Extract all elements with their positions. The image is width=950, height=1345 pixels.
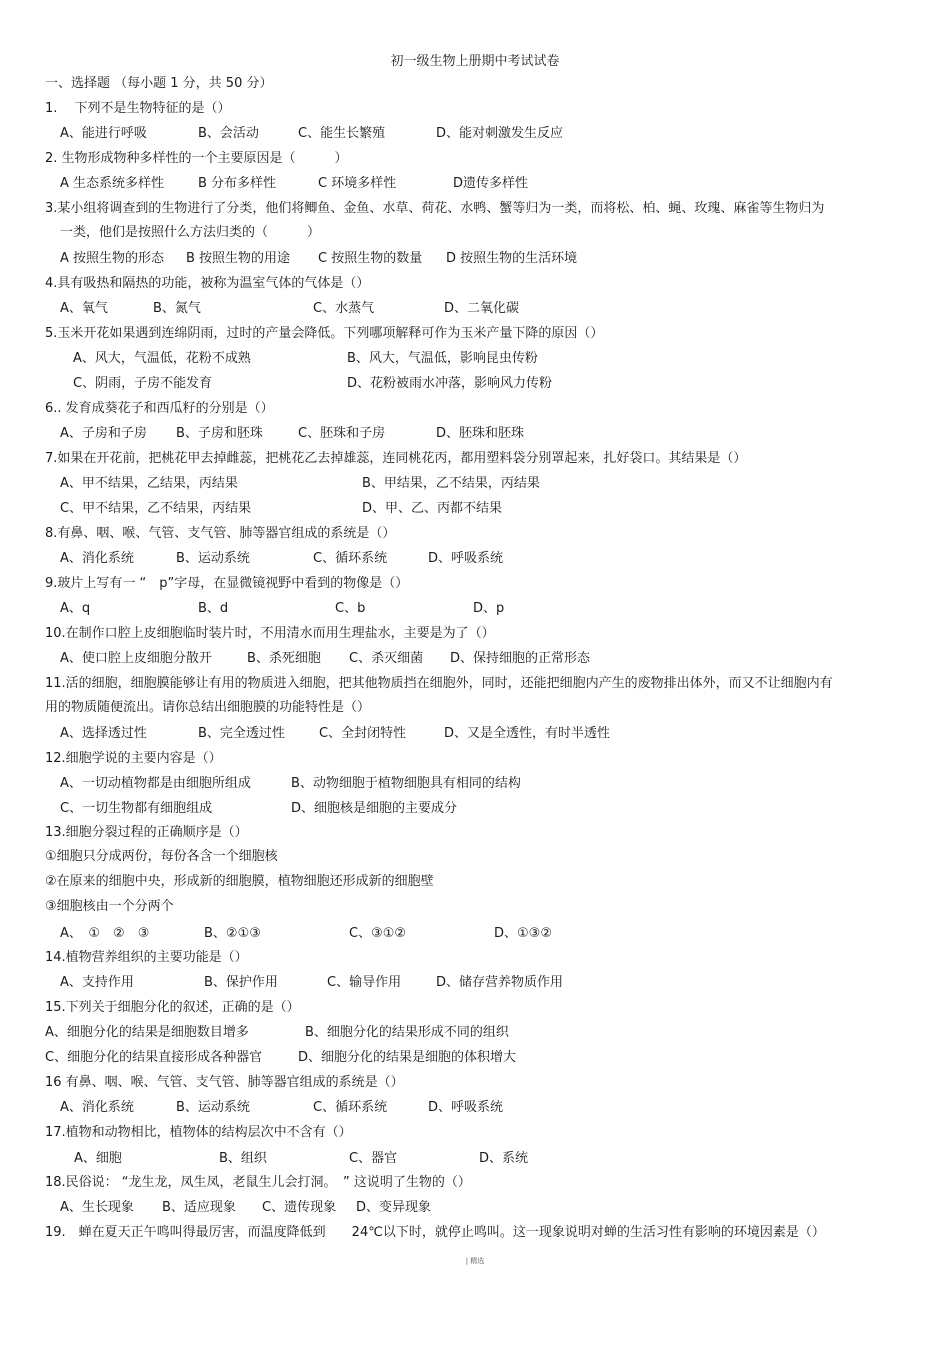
question-15-option-d: D、细胞分化的结果是细胞的体积增大 <box>298 1050 517 1065</box>
question-14-option-c: C、输导作用 <box>327 975 402 990</box>
question-4-option-a: A、氧气 <box>60 301 108 316</box>
question-17-option-d: D、系统 <box>479 1151 529 1166</box>
question-6-stem: 6.. 发育成葵花子和西瓜籽的分别是（） <box>45 401 274 416</box>
question-14-stem: 14.植物营养组织的主要功能是（） <box>45 950 248 965</box>
question-2-option-d: D遗传多样性 <box>453 176 529 191</box>
page-title: 初一级生物上册期中考试试卷 <box>390 54 560 69</box>
question-11-option-d: D、又是全透性，有时半透性 <box>444 726 611 741</box>
question-3-option-c: C 按照生物的数量 <box>318 251 423 266</box>
question-11-option-b: B、完全透过性 <box>198 726 285 741</box>
question-9-option-c: C、b <box>335 601 366 616</box>
question-12-stem: 12.细胞学说的主要内容是（） <box>45 751 222 766</box>
question-5-stem: 5.玉米开花如果遇到连绵阴雨，过时的产量会降低。下列哪项解释可作为玉米产量下降的原因（） <box>45 326 604 341</box>
question-8-option-c: C、循环系统 <box>313 551 388 566</box>
question-16-option-b: B、运动系统 <box>176 1100 250 1115</box>
question-3-option-b: B 按照生物的用途 <box>186 251 291 266</box>
question-2-option-a: A 生态系统多样性 <box>60 176 165 191</box>
question-17-option-b: B、组织 <box>219 1151 267 1166</box>
question-15-option-a: A、细胞分化的结果是细胞数目增多 <box>45 1025 249 1040</box>
question-3-stem: 3.某小组将调查到的生物进行了分类，他们将鲫鱼、金鱼、水草、荷花、水鸭、蟹等归为一类，而将松、柏、蝇、玫瑰、麻雀等生物归为 <box>45 201 825 216</box>
question-13-option-a: A、 ① ② ③ <box>60 926 150 941</box>
question-15-option-c: C、细胞分化的结果直接形成各种器官 <box>45 1050 263 1065</box>
question-2-option-c: C 环境多样性 <box>318 176 397 191</box>
question-13-step-2: ②在原来的细胞中央，形成新的细胞膜，植物细胞还形成新的细胞壁 <box>45 874 434 889</box>
question-3-stem-cont: 一类，他们是按照什么方法归类的（ ） <box>60 225 321 240</box>
question-18-option-a: A、生长现象 <box>60 1200 134 1215</box>
question-12-option-d: D、细胞核是细胞的主要成分 <box>291 801 458 816</box>
question-10-stem: 10.在制作口腔上皮细胞临时装片时，不用清水而用生理盐水，主要是为了（） <box>45 626 495 641</box>
question-3-option-a: A 按照生物的形态 <box>60 251 165 266</box>
question-14-option-b: B、保护作用 <box>204 975 278 990</box>
question-8-option-a: A、消化系统 <box>60 551 134 566</box>
question-1-option-d: D、能对刺激发生反应 <box>436 126 564 141</box>
question-14-option-d: D、储存营养物质作用 <box>436 975 564 990</box>
question-11-option-c: C、全封闭特性 <box>319 726 407 741</box>
question-4-stem: 4.具有吸热和隔热的功能，被称为温室气体的气体是（） <box>45 276 370 291</box>
question-9-option-b: B、d <box>198 601 229 616</box>
question-10-option-b: B、杀死细胞 <box>247 651 321 666</box>
question-19-stem: 19. 蝉在夏天正午鸣叫得最厉害，而温度降低到 24℃以下时，就停止鸣叫。这一现象说明对蝉的生活习性有影响的环境因素是（） <box>45 1225 825 1240</box>
question-9-stem: 9.玻片上写有一 “ p”字母，在显微镜视野中看到的物像是（） <box>45 576 409 591</box>
question-13-stem: 13.细胞分裂过程的正确顺序是（） <box>45 825 248 840</box>
question-9-option-d: D、p <box>473 601 505 616</box>
question-1-stem: 1. 下列不是生物特征的是（） <box>45 101 231 116</box>
page-footer: | 精选 <box>465 1257 485 1265</box>
question-9-option-a: A、q <box>60 601 91 616</box>
question-10-option-a: A、使口腔上皮细胞分散开 <box>60 651 212 666</box>
question-17-stem: 17.植物和动物相比，植物体的结构层次中不含有（） <box>45 1125 352 1140</box>
question-6-option-c: C、胚珠和子房 <box>298 426 386 441</box>
question-7-option-c: C、甲不结果，乙不结果，丙结果 <box>60 501 252 516</box>
question-8-stem: 8.有鼻、咽、喉、气管、支气管、肺等器官组成的系统是（） <box>45 526 396 541</box>
question-16-stem: 16 有鼻、咽、喉、气管、支气管、肺等器官组成的系统是（） <box>45 1075 404 1090</box>
question-18-option-b: B、适应现象 <box>162 1200 236 1215</box>
question-3-option-d: D 按照生物的生活环境 <box>446 251 578 266</box>
question-7-stem: 7.如果在开花前，把桃花甲去掉雌蕊，把桃花乙去掉雄蕊，连同桃花丙，都用塑料袋分别罩起来，扎好袋口。其结果是（） <box>45 451 747 466</box>
question-6-option-d: D、胚珠和胚珠 <box>436 426 525 441</box>
question-1-option-b: B、会活动 <box>198 126 259 141</box>
question-4-option-c: C、水蒸气 <box>313 301 375 316</box>
question-16-option-c: C、循环系统 <box>313 1100 388 1115</box>
question-12-option-c: C、一切生物都有细胞组成 <box>60 801 213 816</box>
question-11-stem: 11.活的细胞，细胞膜能够让有用的物质进入细胞，把其他物质挡在细胞外，同时，还能把细胞内产生的废物排出体外，而又不让细胞内有 <box>45 676 833 691</box>
question-15-stem: 15.下列关于细胞分化的叙述，正确的是（） <box>45 1000 300 1015</box>
question-4-option-b: B、氮气 <box>153 301 201 316</box>
question-18-stem: 18.民俗说： “龙生龙，凤生凤，老鼠生儿会打洞。 ” 这说明了生物的（） <box>45 1175 471 1190</box>
question-4-option-d: D、二氧化碳 <box>444 301 520 316</box>
question-10-option-d: D、保持细胞的正常形态 <box>450 651 591 666</box>
question-7-option-a: A、甲不结果，乙结果，丙结果 <box>60 476 238 491</box>
question-13-option-c: C、③①② <box>349 926 407 941</box>
question-5-option-c: C、阴雨，子房不能发育 <box>73 376 213 391</box>
question-6-option-b: B、子房和胚珠 <box>176 426 263 441</box>
question-12-option-a: A、一切动植物都是由细胞所组成 <box>60 776 251 791</box>
section-heading: 一、选择题 （每小题 1 分，共 50 分） <box>45 76 273 91</box>
question-7-option-b: B、甲结果，乙不结果，丙结果 <box>362 476 540 491</box>
question-16-option-d: D、呼吸系统 <box>428 1100 504 1115</box>
question-1-option-c: C、能生长繁殖 <box>298 126 386 141</box>
question-13-option-b: B、②①③ <box>204 926 261 941</box>
question-12-option-b: B、动物细胞于植物细胞具有相同的结构 <box>291 776 521 791</box>
question-13-step-3: ③细胞核由一个分两个 <box>45 899 174 914</box>
question-6-option-a: A、子房和子房 <box>60 426 147 441</box>
question-14-option-a: A、支持作用 <box>60 975 134 990</box>
question-5-option-b: B、风大，气温低，影响昆虫传粉 <box>347 351 538 366</box>
question-8-option-b: B、运动系统 <box>176 551 250 566</box>
question-2-stem: 2. 生物形成物种多样性的一个主要原因是（ ） <box>45 151 348 166</box>
question-13-option-d: D、①③② <box>494 926 552 941</box>
question-18-option-c: C、遗传现象 <box>262 1200 337 1215</box>
question-8-option-d: D、呼吸系统 <box>428 551 504 566</box>
question-11-stem-cont: 用的物质随便流出。请你总结出细胞膜的功能特性是（） <box>45 700 371 715</box>
question-13-step-1: ①细胞只分成两份，每份各含一个细胞核 <box>45 849 278 864</box>
question-5-option-d: D、花粉被雨水冲落，影响风力传粉 <box>347 376 553 391</box>
question-1-option-a: A、能进行呼吸 <box>60 126 147 141</box>
question-11-option-a: A、选择透过性 <box>60 726 147 741</box>
question-2-option-b: B 分布多样性 <box>198 176 277 191</box>
question-15-option-b: B、细胞分化的结果形成不同的组织 <box>305 1025 509 1040</box>
question-10-option-c: C、杀灭细菌 <box>349 651 424 666</box>
question-18-option-d: D、变异现象 <box>356 1200 432 1215</box>
question-5-option-a: A、风大，气温低，花粉不成熟 <box>73 351 251 366</box>
question-7-option-d: D、甲、乙、丙都不结果 <box>362 501 503 516</box>
question-17-option-c: C、器官 <box>349 1151 398 1166</box>
question-16-option-a: A、消化系统 <box>60 1100 134 1115</box>
question-17-option-a: A、细胞 <box>74 1151 122 1166</box>
